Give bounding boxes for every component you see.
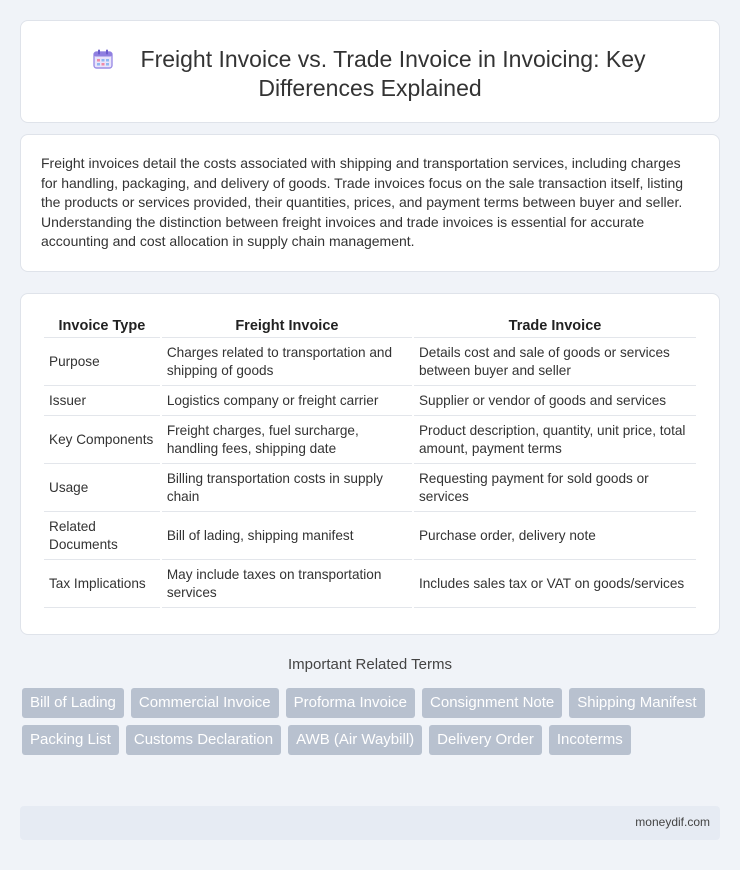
row-label: Usage (44, 464, 160, 512)
page-title-line-2: Differences Explained (258, 75, 482, 101)
term-tag[interactable]: Consignment Note (422, 688, 562, 718)
freight-cell: Logistics company or freight carrier (162, 386, 412, 416)
title-card (20, 20, 720, 123)
trade-cell: Details cost and sale of goods or services between buyer and seller (414, 338, 696, 386)
term-tag[interactable]: Customs Declaration (126, 725, 281, 755)
table-row (44, 386, 696, 416)
term-tag[interactable]: Bill of Lading (22, 688, 124, 718)
row-label: Tax Implications (44, 560, 160, 608)
related-terms-list (22, 688, 722, 762)
related-terms-heading: Important Related Terms (288, 656, 452, 673)
trade-cell: Product description, quantity, unit price, total amount, payment terms (414, 416, 696, 464)
freight-cell: Charges related to transportation and shipping of goods (162, 338, 412, 386)
trade-cell: Requesting payment for sold goods or services (414, 464, 696, 512)
column-header-invoice-type: Invoice Type (44, 314, 160, 338)
intro-card (20, 134, 720, 272)
term-tag[interactable]: Incoterms (549, 725, 631, 755)
footer-site-link[interactable]: moneydif.com (635, 815, 710, 829)
term-tag[interactable]: Shipping Manifest (569, 688, 704, 718)
row-label: Related Documents (44, 512, 160, 560)
row-label: Purpose (44, 338, 160, 386)
table-row (44, 338, 696, 386)
term-tag[interactable]: AWB (Air Waybill) (288, 725, 422, 755)
row-label: Key Components (44, 416, 160, 464)
column-header-trade-invoice: Trade Invoice (414, 314, 696, 338)
term-tag[interactable]: Delivery Order (429, 725, 542, 755)
comparison-table (42, 314, 698, 608)
table-row (44, 416, 696, 464)
term-tag[interactable]: Packing List (22, 725, 119, 755)
page-title-line-1: Freight Invoice vs. Trade Invoice in Invoicing: Key (140, 46, 646, 72)
freight-cell: Bill of lading, shipping manifest (162, 512, 412, 560)
row-label: Issuer (44, 386, 160, 416)
term-tag[interactable]: Proforma Invoice (286, 688, 415, 718)
trade-cell: Supplier or vendor of goods and services (414, 386, 696, 416)
intro-paragraph: Freight invoices detail the costs associated with shipping and transportation services, including charges for handling, packaging, and delivery of goods. Trade invoices focus on the sale transaction itself, listing the products or services provided, their quantities, prices, and payment terms between buyer and seller. Understanding the distinction between freight invoices and trade invoices is essential for accurate accounting and cost allocation in supply chain management. (41, 155, 684, 249)
freight-cell: Billing transportation costs in supply chain (162, 464, 412, 512)
table-row (44, 464, 696, 512)
freight-cell: May include taxes on transportation services (162, 560, 412, 608)
footer (20, 806, 720, 840)
column-header-freight-invoice: Freight Invoice (162, 314, 412, 338)
table-row (44, 512, 696, 560)
trade-cell: Includes sales tax or VAT on goods/services (414, 560, 696, 608)
page-title (21, 45, 719, 103)
comparison-card (20, 293, 720, 635)
freight-cell: Freight charges, fuel surcharge, handling fees, shipping date (162, 416, 412, 464)
table-row (44, 560, 696, 608)
table-header-row (44, 314, 696, 338)
term-tag[interactable]: Commercial Invoice (131, 688, 279, 718)
trade-cell: Purchase order, delivery note (414, 512, 696, 560)
